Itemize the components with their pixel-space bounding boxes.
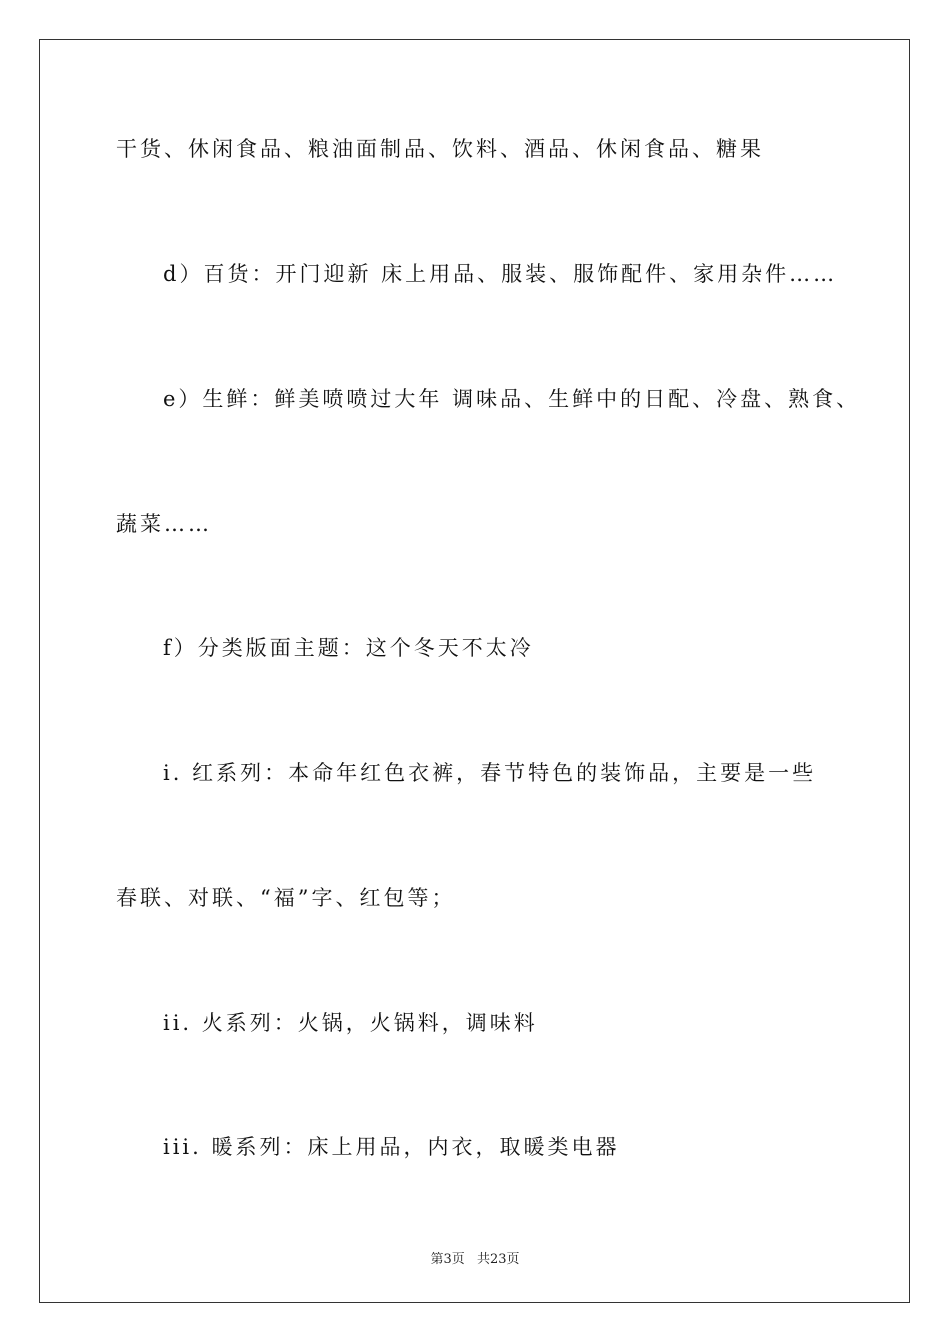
text-line: ii. 火系列：火锅，火锅料，调味料 [163,1011,538,1035]
text-line: 干货、休闲食品、粮油面制品、饮料、酒品、休闲食品、糖果 [116,137,764,161]
page-border [39,39,910,1303]
text-line: iii. 暖系列：床上用品，内衣，取暖类电器 [163,1135,620,1159]
page-total: 共23页 [476,1252,520,1267]
text-line: d）百货：开门迎新 床上用品、服装、服饰配件、家用杂件…… [163,262,838,286]
text-line: 蔬菜…… [116,512,212,536]
text-line: e）生鲜：鲜美喷喷过大年 调味品、生鲜中的日配、冷盘、熟食、 [163,387,861,411]
text-line: f）分类版面主题：这个冬天不太冷 [163,636,534,660]
page-number: 第3页 [430,1252,465,1267]
text-line: 春联、对联、“福”字、红包等； [116,886,456,910]
page-footer [0,1248,950,1267]
text-line: i. 红系列：本命年红色衣裤，春节特色的装饰品，主要是一些 [163,761,817,785]
